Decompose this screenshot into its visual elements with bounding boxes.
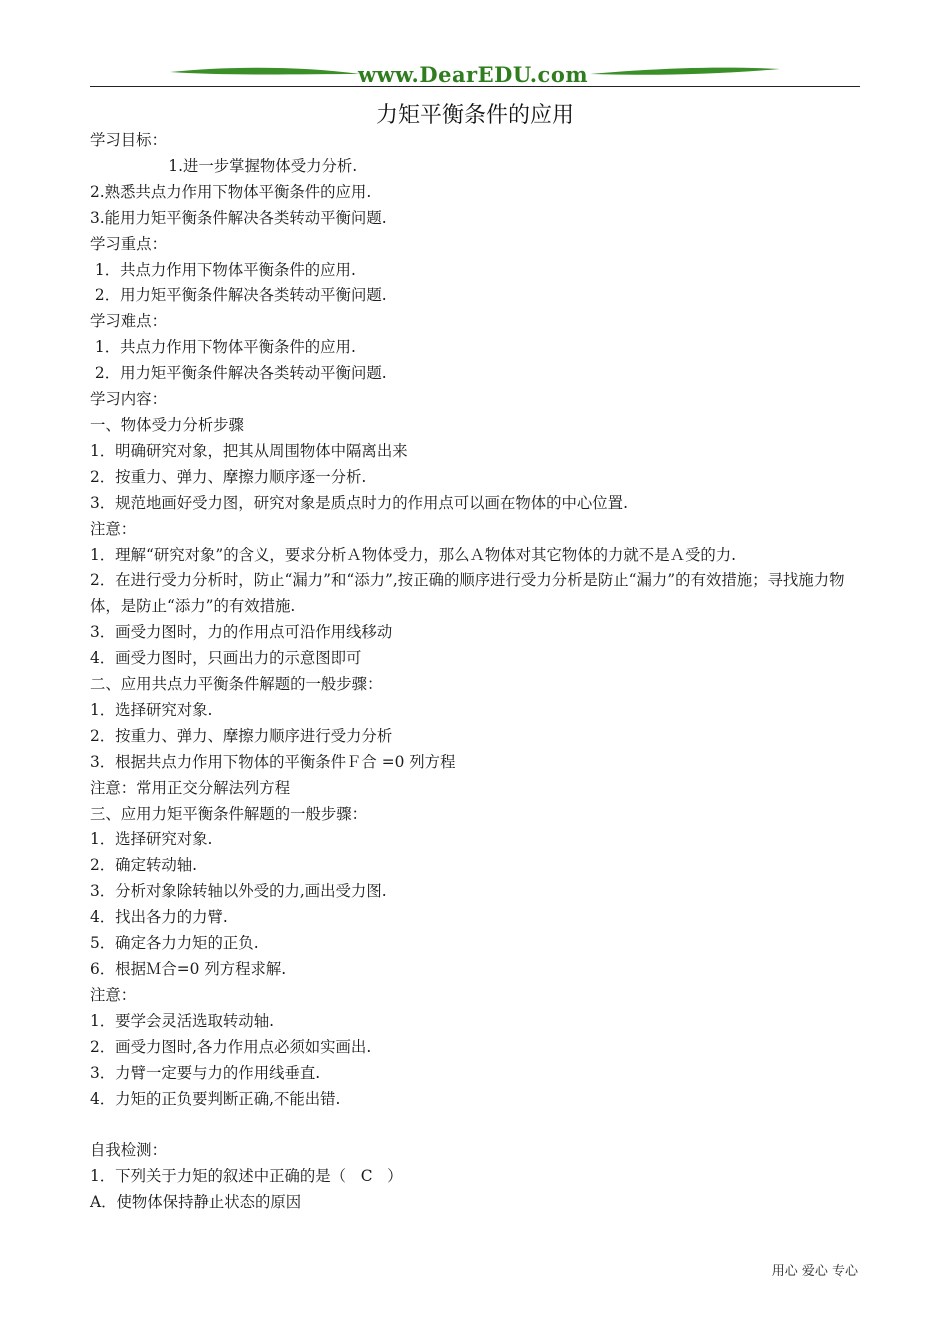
text-line: 学习目标： [90, 131, 167, 149]
text-line: 3．根据共点力作用下物体的平衡条件Ｆ合 =0 列方程 [90, 752, 456, 771]
footer-slogan: 用心 爱心 专心 [771, 1264, 858, 1279]
header-divider [90, 86, 860, 87]
text-line: 1．明确研究对象，把其从周围物体中隔离出来 [90, 441, 408, 460]
text-line: 2.熟悉共点力作用下物体平衡条件的应用. [90, 182, 372, 201]
document-body [90, 128, 862, 1216]
text-line: 1．共点力作用下物体平衡条件的应用. [90, 260, 356, 279]
text-line: 3．力臂一定要与力的作用线垂直. [90, 1063, 321, 1082]
text-line: 4．力矩的正负要判断正确,不能出错. [90, 1089, 341, 1108]
text-line: 1.进一步掌握物体受力分析. [90, 156, 358, 175]
text-line: 1．选择研究对象. [90, 830, 213, 849]
text-line: 二、应用共点力平衡条件解题的一般步骤： [90, 675, 383, 694]
text-line: A．使物体保持静止状态的原因 [90, 1193, 302, 1212]
text-line: 3．画受力图时，力的作用点可沿作用线移动 [90, 623, 393, 642]
text-line: 2．用力矩平衡条件解决各类转动平衡问题. [90, 364, 387, 383]
text-line: 4．找出各力的力臂. [90, 908, 228, 927]
text-line: 自我检测： [90, 1141, 167, 1160]
site-logo[interactable]: www.DearEDU.com [357, 62, 589, 87]
text-line: 注意：常用正交分解法列方程 [90, 778, 291, 797]
text-line: 4．画受力图时，只画出力的示意图即可 [90, 649, 362, 668]
text-line: 3．规范地画好受力图，研究对象是质点时力的作用点可以画在物体的中心位置. [90, 493, 628, 512]
text-line: 学习难点： [90, 312, 167, 331]
text-line: 1．选择研究对象. [90, 700, 213, 719]
text-line: 1．共点力作用下物体平衡条件的应用. [90, 338, 356, 357]
text-line: 1．下列关于力矩的叙述中正确的是（ C ） [90, 1167, 403, 1186]
text-line: 3．分析对象除转轴以外受的力,画出受力图. [90, 882, 387, 901]
text-line: 学习重点： [90, 234, 167, 253]
text-line: 一、物体受力分析步骤 [90, 415, 244, 434]
text-line: 2．用力矩平衡条件解决各类转动平衡问题. [90, 286, 387, 305]
left-swoosh-graphic [170, 68, 360, 75]
text-line: 学习内容： [90, 390, 167, 409]
text-line: 1．理解“研究对象”的含义，要求分析Ａ物体受力，那么Ａ物体对其它物体的力就不是Ａ受的力. [90, 545, 737, 564]
text-line: 2．确定转动轴. [90, 856, 198, 875]
text-line: 三、应用力矩平衡条件解题的一般步骤： [90, 804, 368, 823]
text-line: 注意： [90, 985, 137, 1004]
page-title: 力矩平衡条件的应用 [375, 103, 574, 128]
text-line: 2．画受力图时,各力作用点必须如实画出. [90, 1037, 372, 1056]
text-line: 2．按重力、弹力、摩擦力顺序进行受力分析 [90, 726, 393, 745]
text-line: 2．在进行受力分析时，防止“漏力”和“添力”,按正确的顺序进行受力分析是防止“漏力”的有效措施；寻找施力物体，是防止“添力”的有效措施. [90, 571, 845, 616]
right-swoosh-graphic [590, 68, 780, 75]
text-line: 5．确定各力力矩的正负. [90, 934, 259, 953]
text-line: 6．根据Ｍ合=0 列方程求解. [90, 960, 287, 978]
text-line: 注意： [90, 519, 137, 538]
text-line: 2．按重力、弹力、摩擦力顺序逐一分析. [90, 467, 367, 486]
blank-line [90, 1112, 862, 1138]
text-line: 1．要学会灵活选取转动轴. [90, 1011, 274, 1030]
text-line: 3.能用力矩平衡条件解决各类转动平衡问题. [90, 208, 387, 227]
